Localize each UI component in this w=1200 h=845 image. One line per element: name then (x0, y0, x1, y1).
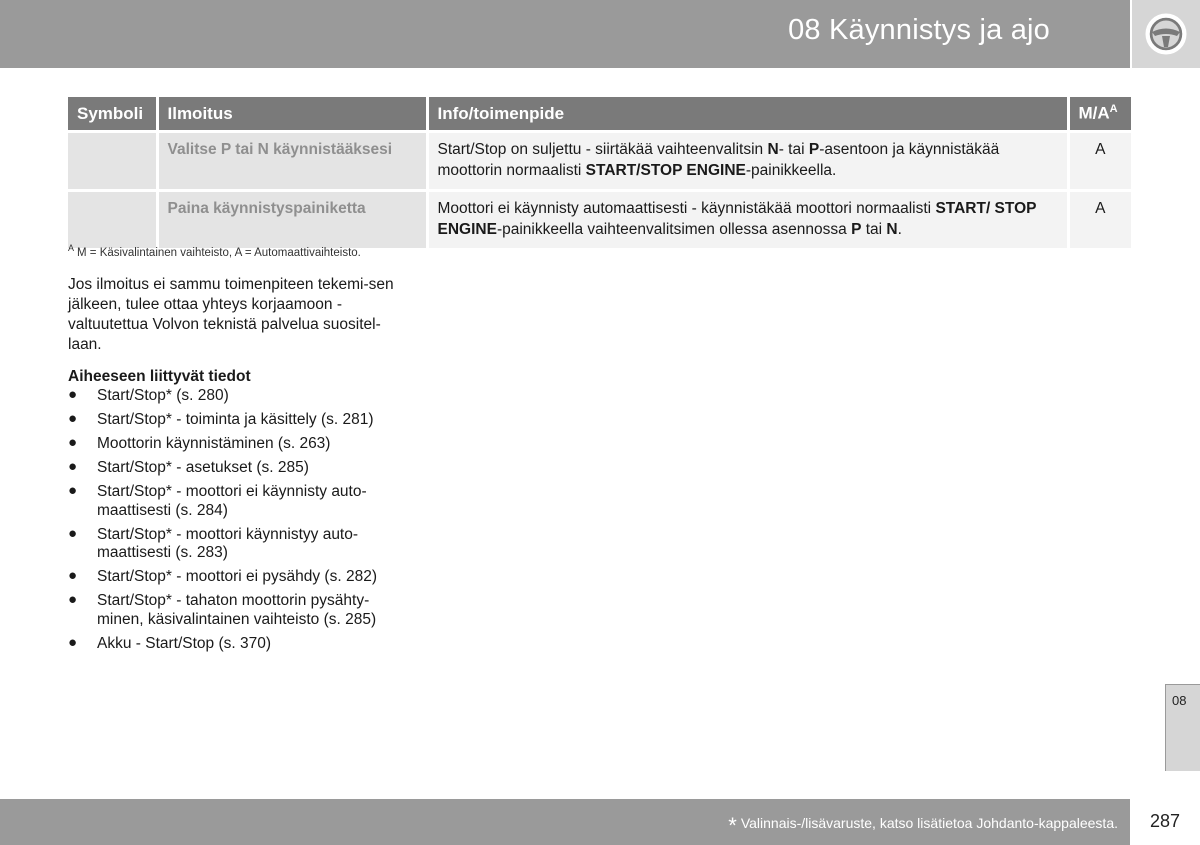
list-item[interactable]: ● Akku - Start/Stop (s. 370) (68, 633, 272, 652)
chapter-side-tab[interactable] (1165, 684, 1200, 771)
header-bar (0, 0, 1130, 68)
table-header-row (68, 97, 1131, 132)
list-item[interactable]: ● Start/Stop* - moottori käynnistyy auto-maattisesti (s. 283) (68, 524, 359, 561)
page-number: 287 (1150, 811, 1181, 831)
chapter-icon-box (1132, 0, 1200, 68)
bullet-icon: ● (68, 567, 78, 584)
steering-wheel-icon (1144, 12, 1188, 56)
list-item[interactable]: ● Start/Stop* - tahaton moottorin pysähty-minen, käsivalintainen vaihteisto (s. 285) (68, 591, 377, 628)
footnote-marker: A (68, 243, 75, 253)
bullet-icon: ● (68, 591, 78, 608)
list-item[interactable]: ● Start/Stop* - asetukset (s. 285) (68, 458, 309, 476)
footer-bar (0, 799, 1130, 845)
header-symbol: Symboli (68, 97, 157, 132)
list-item[interactable]: ● Start/Stop* (s. 280) (68, 386, 229, 404)
message-cell: Paina käynnistyspainiketta (157, 191, 427, 249)
bullet-icon: ● (68, 524, 78, 542)
asterisk-mark: * (728, 813, 737, 838)
table-row (68, 132, 1131, 191)
table-footnote (68, 243, 361, 259)
info-cell: Moottori ei käynnisty automaattisesti - käynnistäkää moottori normaalisti START/ STOP ENGINE-painikkeella vaihteenvalitsimen ollessa asennossa P tai N. (427, 191, 1068, 249)
bullet-icon: ● (68, 434, 78, 451)
footer-note: * Valinnais-/lisävaruste, katso lisätietoa Johdanto-kappaleesta. (728, 813, 1118, 838)
bullet-icon: ● (68, 482, 78, 499)
bullet-icon: ● (68, 386, 78, 403)
info-cell: Start/Stop on suljettu - siirtäkää vaihteenvalitsin N- tai P-asentoon ja käynnistäkää moottorin normaalisti START/STOP ENGINE-painikkeella. (427, 132, 1068, 191)
ma-cell: A (1068, 132, 1131, 191)
message-cell: Valitse P tai N käynnistääksesi (157, 132, 427, 191)
symbol-cell (68, 191, 157, 249)
bullet-icon: ● (68, 410, 78, 427)
bullet-icon: ● (68, 633, 78, 651)
header-info: Info/toimenpide (427, 97, 1068, 132)
list-item[interactable]: ● Moottorin käynnistäminen (s. 263) (68, 434, 331, 452)
list-item[interactable]: ● Start/Stop* - moottori ei pysähdy (s. 282) (68, 567, 377, 585)
list-item[interactable]: ● Start/Stop* - moottori ei käynnisty auto-maattisesti (s. 284) (68, 482, 367, 519)
chapter-title: 08 Käynnistys ja ajo (788, 14, 1050, 46)
bullet-icon: ● (68, 458, 78, 475)
list-item[interactable]: ● Start/Stop* - toiminta ja käsittely (s. 281) (68, 410, 374, 428)
header-message: Ilmoitus (157, 97, 427, 132)
table-row (68, 191, 1131, 249)
related-list (68, 387, 408, 659)
body-paragraph: Jos ilmoitus ei sammu toimenpiteen tekemi-sen jälkeen, tulee ottaa yhteys korjaamoon - valtuutettua Volvon teknistä palvelua suositel-laan. (68, 276, 394, 353)
header-ma: $M/A^A$ (1068, 97, 1131, 132)
page-number-box (1132, 799, 1200, 845)
message-table (68, 97, 1131, 248)
footnote-text: M = Käsivalintainen vaihteisto, A = Automaattivaihteisto. (77, 246, 361, 259)
ma-cell: A (1068, 191, 1131, 249)
related-heading: Aiheeseen liittyvät tiedot (68, 368, 251, 385)
side-tab-label: 08 (1172, 693, 1187, 708)
symbol-cell (68, 132, 157, 191)
